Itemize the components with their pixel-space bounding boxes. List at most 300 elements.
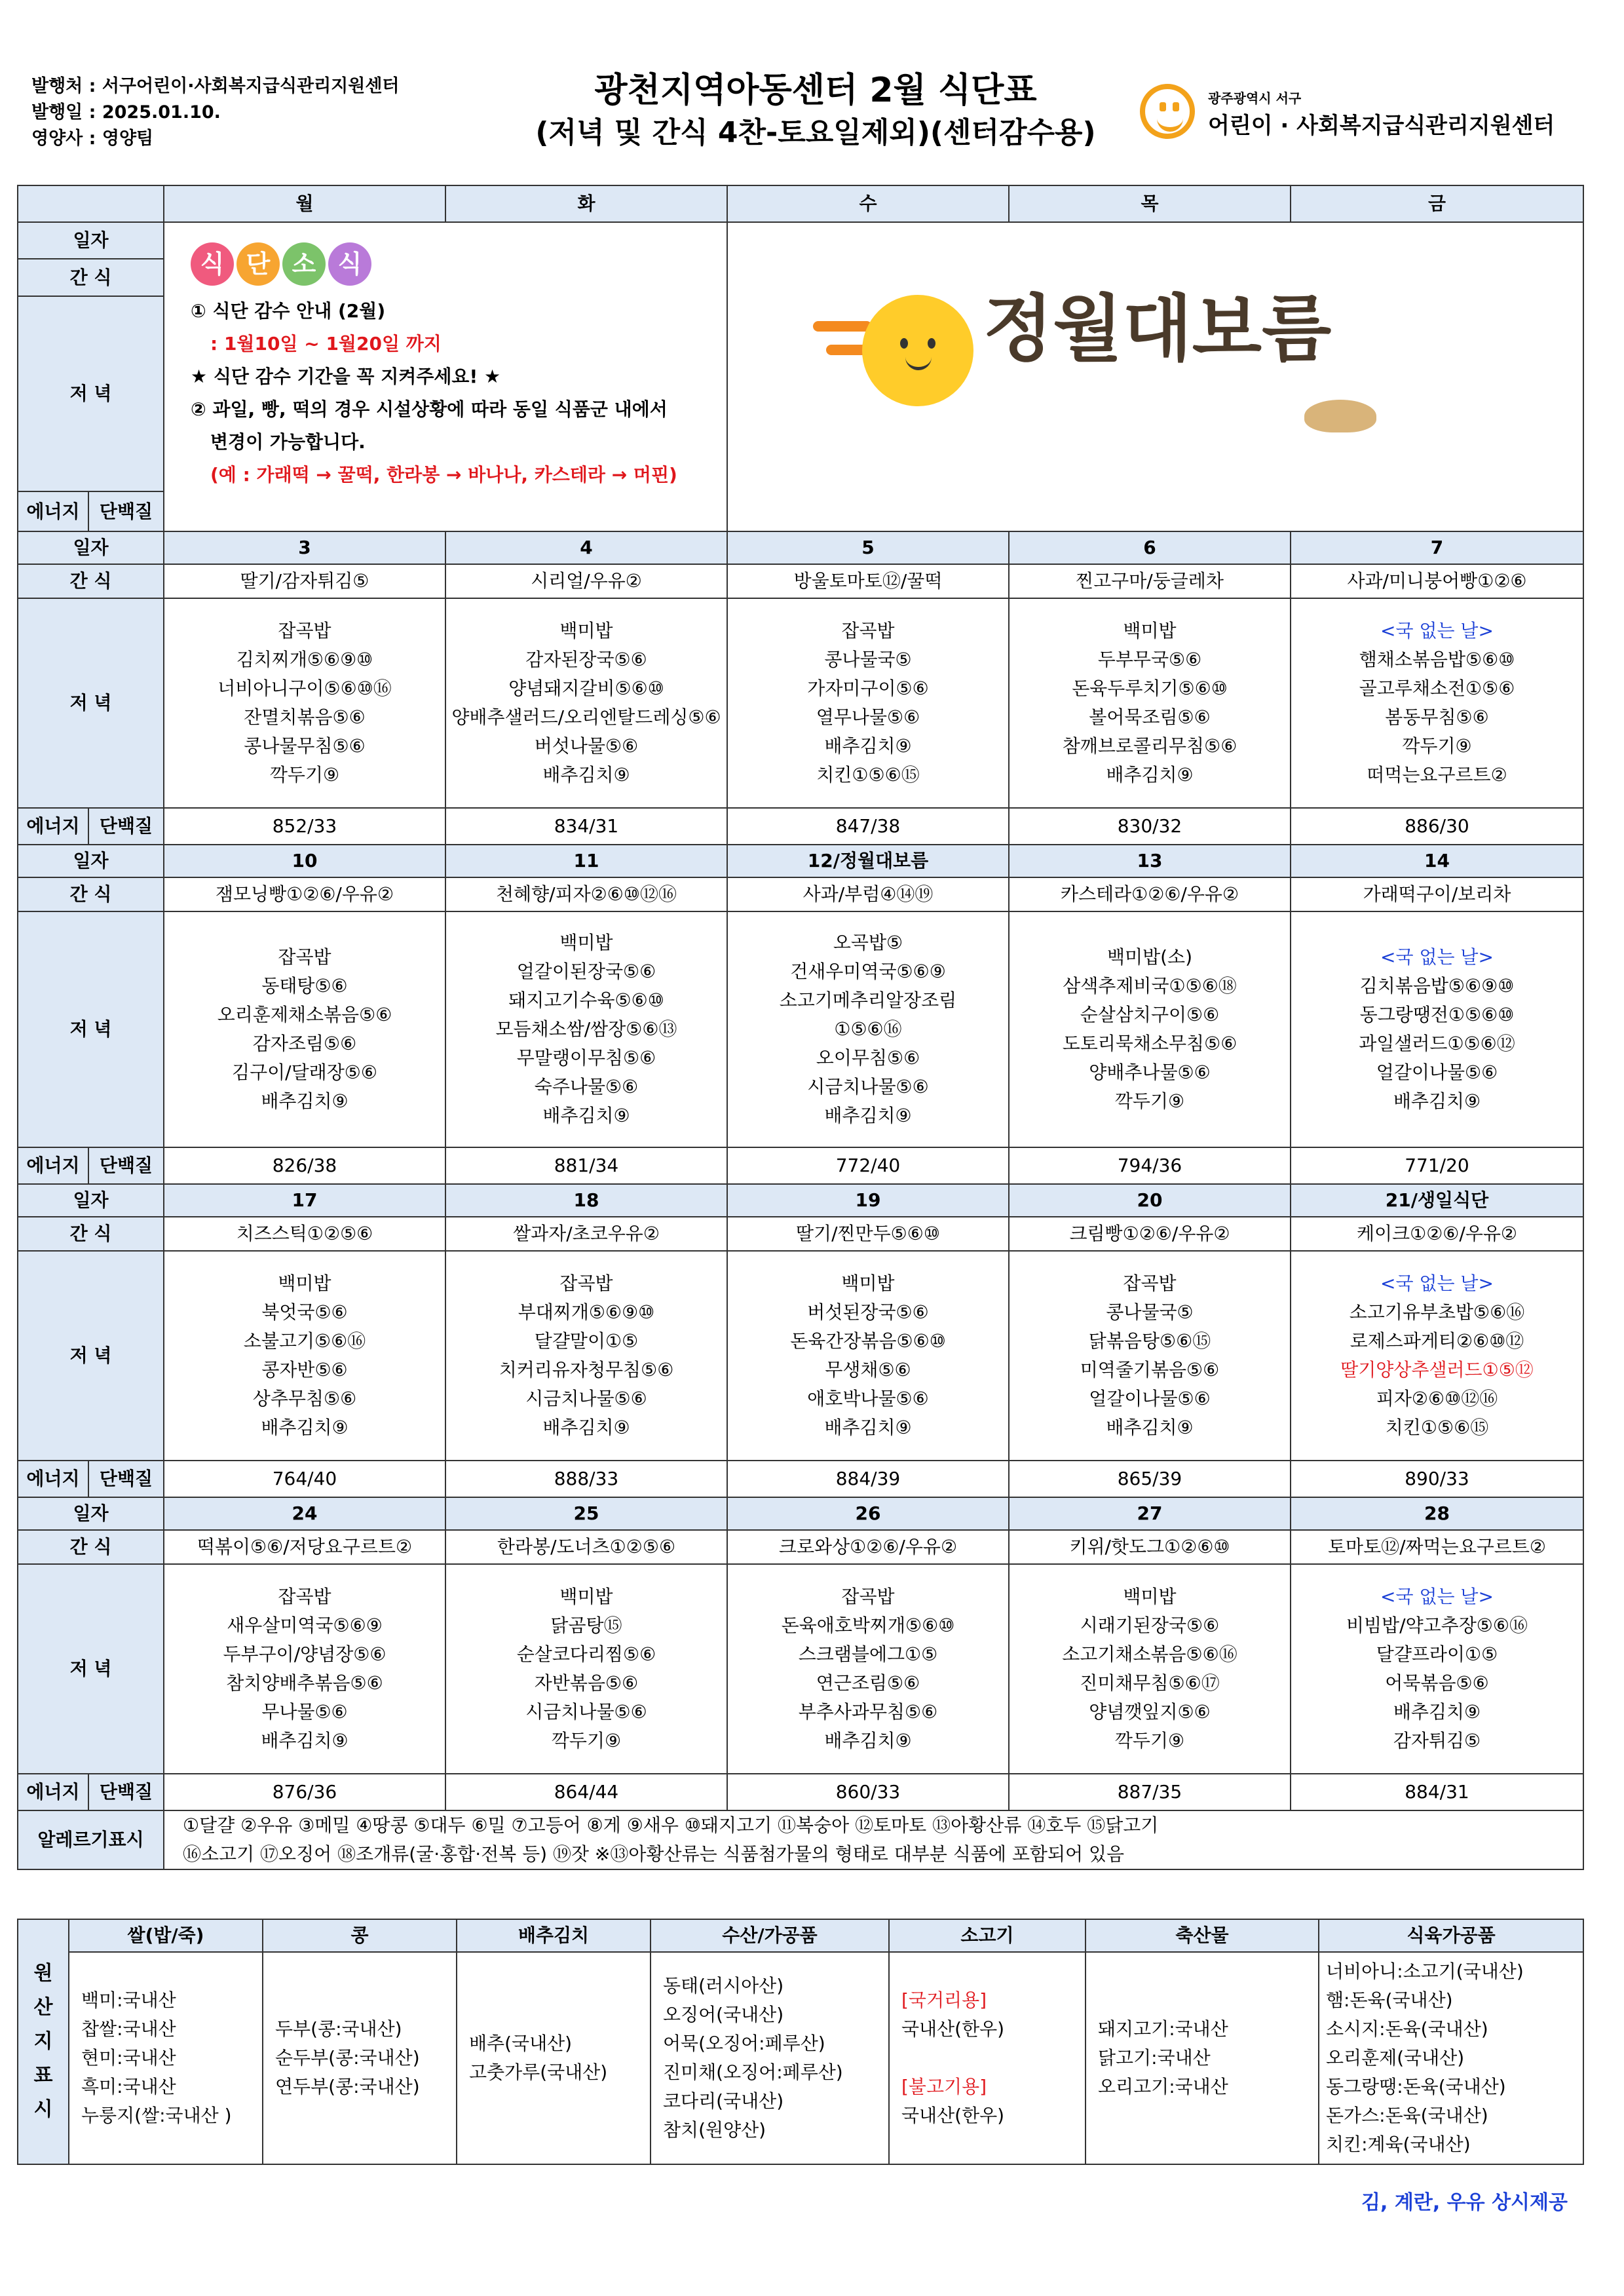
day-date: 28: [1291, 1497, 1583, 1530]
snack-cell: 치즈스틱①②⑤⑥: [164, 1217, 445, 1251]
dinner-item: 백미밥(소): [1106, 946, 1193, 968]
dinner-item: 오곡밥⑤: [833, 932, 903, 953]
origin-kimchi: [457, 1952, 651, 2164]
dinner-item: 소고기메추리알장조림: [779, 989, 957, 1011]
notice-line-3: ★ 식단 감수 기간을 꼭 지켜주세요! ★: [191, 366, 501, 387]
energy-protein-value: 881/34: [445, 1147, 727, 1184]
dinner-item: 로제스파게티②⑥⑩⑫: [1350, 1330, 1524, 1352]
snack-row: [18, 1217, 1583, 1251]
dinner-item: 돈육애호박찌개⑤⑥⑩: [781, 1615, 955, 1636]
notice-line-5: 변경이 가능합니다.: [210, 431, 366, 453]
notice-box: [164, 222, 727, 531]
dinner-item: 소고기채소볶음⑤⑥⑯: [1062, 1643, 1237, 1665]
origin-item: 백미:국내산: [81, 1989, 176, 2011]
dinner-cell: [727, 1251, 1009, 1461]
dinner-label: 저 녁: [18, 1564, 164, 1774]
dinner-item: 스크램블에그①⑤: [798, 1643, 938, 1665]
snack-cell: 키위/핫도그①②⑥⑩: [1009, 1530, 1291, 1564]
dinner-row: [18, 598, 1583, 808]
weekday-header-row: [18, 185, 1583, 222]
dinner-item: 백미밥: [1123, 1586, 1177, 1607]
dinner-item: 양배추샐러드/오리엔탈드레싱⑤⑥: [451, 706, 721, 728]
allergy-line-1: ①달걀 ②우유 ③메밀 ④땅콩 ⑤대두 ⑥밀 ⑦고등어 ⑧게 ⑨새우 ⑩돼지고기 ⑪복숭아 ⑫토마토 ⑬아황산류 ⑭호두 ⑮닭고기: [183, 1814, 1159, 1836]
dinner-item: 떠먹는요구르트②: [1367, 764, 1507, 786]
snack-cell: 천혜향/피자②⑥⑩⑫⑯: [445, 877, 727, 911]
dinner-item: 배추김치⑨: [824, 735, 912, 757]
dinner-item: 치커리유자청무침⑤⑥: [499, 1359, 674, 1381]
energy-label: 에너지: [18, 1147, 88, 1184]
energy-protein-value: 888/33: [445, 1461, 727, 1497]
snack-cell: 토마토⑫/짜먹는요구르트②: [1291, 1530, 1583, 1564]
dinner-item: 얼갈이된장국⑤⑥: [516, 961, 656, 982]
dinner-item: 동그랑땡전①⑤⑥⑩: [1359, 1004, 1515, 1025]
dinner-item: 열무나물⑤⑥: [816, 706, 920, 728]
origin-item: 국내산(한우): [901, 2105, 1005, 2126]
center-logo: [1140, 84, 1559, 149]
snack-label: 간 식: [18, 1530, 164, 1564]
day-date: 18: [445, 1184, 727, 1217]
day-date: 10: [164, 845, 445, 877]
title-line-2: (저녁 및 간식 4찬-토요일제외)(센터감수용): [535, 116, 1096, 149]
origin-header-row: [18, 1919, 1583, 1952]
energy-protein-value: 794/36: [1009, 1147, 1291, 1184]
snack-label: 간 식: [18, 877, 164, 911]
dinner-cell: [445, 1564, 727, 1774]
origin-item: 동그랑땡:돈육(국내산): [1326, 2076, 1506, 2097]
dinner-item: 무나물⑤⑥: [261, 1701, 348, 1723]
dinner-item: 햄채소볶음밥⑤⑥⑩: [1359, 649, 1515, 670]
notice-badge: 식: [191, 242, 234, 286]
notice-badge: 소: [282, 242, 326, 286]
origin-item: [901, 2044, 1085, 2073]
day-date: 3: [164, 531, 445, 564]
dinner-item: 두부무국⑤⑥: [1097, 649, 1202, 670]
dinner-item: 잡곡밥: [559, 1272, 613, 1294]
publisher-label: 발행처: [31, 76, 83, 96]
dinner-item: 시금치나물⑤⑥: [525, 1701, 647, 1723]
dinner-item: 배추김치⑨: [542, 764, 630, 786]
logo-title: 어린이 · 사회복지급식관리지원센터: [1208, 113, 1555, 139]
dinner-cell: [727, 598, 1009, 808]
dinner-item: 김치찌개⑤⑥⑨⑩: [236, 649, 373, 670]
origin-header-rice: 쌀(밥/죽): [69, 1919, 263, 1952]
dinner-item: 북엇국⑤⑥: [261, 1301, 348, 1323]
day-date: 27: [1009, 1497, 1291, 1530]
dinner-item: 깍두기⑨: [1402, 735, 1472, 757]
energy-protein-value: 764/40: [164, 1461, 445, 1497]
energy-protein-value: 864/44: [445, 1774, 727, 1810]
origin-item: 국내산(한우): [901, 2018, 1005, 2040]
energy-label: 에너지: [18, 491, 88, 531]
notice-line-1: ① 식단 감수 안내 (2월): [191, 300, 386, 322]
origin-item: 두부(콩:국내산): [275, 2018, 402, 2040]
snack-cell: 사과/미니붕어빵①②⑥: [1291, 564, 1583, 598]
dinner-item: 순살삼치구이⑤⑥: [1080, 1004, 1220, 1025]
smile-logo-icon: [1140, 84, 1195, 139]
dinner-item: 과일샐러드①⑤⑥⑫: [1359, 1033, 1515, 1054]
banner-text: 정월대보름: [983, 287, 1332, 371]
dinner-label: 저 녁: [18, 598, 164, 808]
date-label: 발행일: [31, 102, 83, 123]
dinner-item: 모듬채소쌈/쌈장⑤⑥⑬: [495, 1018, 677, 1040]
weekday-wed: 수: [727, 185, 1009, 222]
publication-info: 발행처 : 서구어린이·사회복지급식관리지원센터 발행일 : 2025.01.10. 영양사 : 영양팀: [31, 76, 400, 149]
date-label: 일자: [18, 1497, 164, 1530]
dinner-item: 배추김치⑨: [261, 1417, 349, 1438]
snack-cell: 딸기/감자튀김⑤: [164, 564, 445, 598]
dinner-item: 잡곡밥: [841, 620, 895, 641]
snack-cell: 가래떡구이/보리차: [1291, 877, 1583, 911]
energy-protein-value: 876/36: [164, 1774, 445, 1810]
day-date: 11: [445, 845, 727, 877]
dinner-item: 배추김치⑨: [1393, 1701, 1481, 1723]
dinner-cell: [1009, 911, 1291, 1147]
dinner-item: 새우살미역국⑤⑥⑨: [227, 1615, 383, 1636]
snack-cell: 잼모닝빵①②⑥/우유②: [164, 877, 445, 911]
dinner-item: 진미채무침⑤⑥⑰: [1080, 1672, 1220, 1694]
origin-body-row: [18, 1952, 1583, 2164]
snack-cell: 방울토마토⑫/꿀떡: [727, 564, 1009, 598]
dinner-item: 어묵볶음⑤⑥: [1385, 1672, 1489, 1694]
day-date: 13: [1009, 845, 1291, 877]
dinner-item: 부추사과무침⑤⑥: [798, 1701, 938, 1723]
dinner-item: 참치양배추볶음⑤⑥: [226, 1672, 383, 1694]
notice-line-4: ② 과일, 빵, 떡의 경우 시설상황에 따라 동일 식품군 내에서: [191, 398, 668, 420]
dinner-item: 시금치나물⑤⑥: [807, 1076, 929, 1098]
allergy-label: 알레르기표시: [18, 1810, 164, 1869]
day-date: 19: [727, 1184, 1009, 1217]
day-date: 4: [445, 531, 727, 564]
snack-cell: 크림빵①②⑥/우유②: [1009, 1217, 1291, 1251]
dinner-item: 숙주나물⑤⑥: [534, 1076, 639, 1098]
no-soup-day-label: <국 없는 날>: [1380, 1586, 1494, 1607]
origin-item: 동태(러시아산): [663, 1975, 784, 1997]
day-date: 14: [1291, 845, 1583, 877]
origin-item: 누룽지(쌀:국내산 ): [81, 2105, 232, 2126]
date-row: [18, 1497, 1583, 1530]
dinner-item: 소불고기⑤⑥⑯: [243, 1330, 366, 1352]
dinner-item: 배추김치⑨: [1106, 764, 1194, 786]
dinner-item: 소고기유부초밥⑤⑥⑯: [1349, 1301, 1525, 1323]
origin-item: 고춧가루(국내산): [469, 2061, 608, 2083]
dinner-item: 백미밥: [559, 620, 613, 641]
origin-header-beef: 소고기: [889, 1919, 1086, 1952]
dinner-item: ①⑤⑥⑯: [834, 1018, 902, 1040]
dinner-item: 연근조림⑤⑥: [816, 1672, 920, 1694]
dinner-item: 미역줄기볶음⑤⑥: [1080, 1359, 1220, 1381]
dinner-item: 돼지고기수육⑤⑥⑩: [508, 989, 664, 1011]
dinner-cell: [164, 598, 445, 808]
origin-rice: [69, 1952, 263, 2164]
dinner-item: 배추김치⑨: [824, 1730, 912, 1751]
dinner-item: 치킨①⑤⑥⑮: [1385, 1417, 1489, 1438]
dinner-item: 무생채⑤⑥: [825, 1359, 911, 1381]
energy-protein-value: 890/33: [1291, 1461, 1583, 1497]
origin-item: [국거리용]: [901, 1989, 987, 2011]
moon-face-icon: [862, 295, 973, 406]
energy-protein-value: 772/40: [727, 1147, 1009, 1184]
dinner-item: 잡곡밥: [278, 1586, 331, 1607]
dinner-row: [18, 1251, 1583, 1461]
snack-label: 간 식: [18, 259, 164, 296]
logo-subtitle: 광주광역시 서구: [1208, 90, 1302, 106]
origin-item: 순두부(콩:국내산): [275, 2047, 420, 2069]
snack-row: [18, 877, 1583, 911]
energy-label: 에너지: [18, 1461, 88, 1497]
dinner-item: 배추김치⑨: [1106, 1417, 1194, 1438]
dinner-item: 감자튀김⑤: [1393, 1730, 1481, 1751]
origin-item: 돈가스:돈육(국내산): [1326, 2105, 1488, 2126]
dinner-item: 배추김치⑨: [824, 1417, 912, 1438]
day-date: 25: [445, 1497, 727, 1530]
dinner-item: 백미밥: [278, 1272, 331, 1294]
dinner-cell: [1009, 598, 1291, 808]
day-date: 17: [164, 1184, 445, 1217]
origin-header-processed: 식육가공품: [1319, 1919, 1583, 1952]
snack-cell: 케이크①②⑥/우유②: [1291, 1217, 1583, 1251]
snack-cell: 카스테라①②⑥/우유②: [1009, 877, 1291, 911]
energy-protein-value: 847/38: [727, 808, 1009, 845]
energy-row: [18, 1774, 1583, 1810]
dinner-cell: [1291, 1251, 1583, 1461]
dinner-item: 배추김치⑨: [542, 1105, 630, 1126]
origin-item: 치킨:계육(국내산): [1326, 2133, 1471, 2155]
nuts-icon: [1304, 400, 1376, 432]
snack-cell: 찐고구마/둥글레차: [1009, 564, 1291, 598]
protein-label: 단백질: [88, 1147, 164, 1184]
notice-badges: [191, 242, 727, 286]
dinner-cell: [727, 911, 1009, 1147]
origin-item: 찹쌀:국내산: [81, 2018, 176, 2040]
dinner-cell: [1291, 911, 1583, 1147]
origin-header-bean: 콩: [263, 1919, 457, 1952]
snack-cell: 쌀과자/초코우유②: [445, 1217, 727, 1251]
dinner-item: 깍두기⑨: [551, 1730, 622, 1751]
dinner-cell: [164, 1564, 445, 1774]
dinner-item: 건새우미역국⑤⑥⑨: [790, 961, 946, 982]
energy-label: 에너지: [18, 1774, 88, 1810]
dinner-item: 감자된장국⑤⑥: [525, 649, 647, 670]
origin-header-seafood: 수산/가공품: [651, 1919, 889, 1952]
origin-livestock: [1086, 1952, 1319, 2164]
dinner-item: 오리훈제채소볶음⑤⑥: [217, 1004, 392, 1025]
dinner-item: 배추김치⑨: [261, 1730, 349, 1751]
energy-protein-value: 860/33: [727, 1774, 1009, 1810]
dinner-cell: [1291, 1564, 1583, 1774]
energy-protein-value: 771/20: [1291, 1147, 1583, 1184]
energy-protein-value: 884/39: [727, 1461, 1009, 1497]
dinner-item: 닭볶음탕⑤⑥⑮: [1088, 1330, 1211, 1352]
dinner-item: 돈육간장볶음⑤⑥⑩: [790, 1330, 946, 1352]
dinner-item: 닭곰탕⑮: [550, 1615, 622, 1636]
date-row: [18, 1184, 1583, 1217]
dinner-item: 도토리묵채소무침⑤⑥: [1062, 1033, 1237, 1054]
origin-item: 참치(원양산): [663, 2119, 766, 2141]
dinner-item: 백미밥: [841, 1272, 895, 1294]
notice-line-6: (예 : 가래떡 → 꿀떡, 한라봉 → 바나나, 카스테라 → 머핀): [210, 464, 677, 486]
snack-cell: 크로와상①②⑥/우유②: [727, 1530, 1009, 1564]
full-moon-banner: [727, 222, 1583, 531]
dinner-cell: [164, 911, 445, 1147]
dinner-item: 배추김치⑨: [824, 1105, 912, 1126]
day-date: 6: [1009, 531, 1291, 564]
weekday-thu: 목: [1009, 185, 1291, 222]
dinner-item: 피자②⑥⑩⑫⑯: [1376, 1388, 1498, 1409]
dinner-item: 삼색추제비국①⑤⑥⑱: [1063, 975, 1237, 997]
origin-beef: [889, 1952, 1086, 2164]
origin-side-char: 표: [33, 2064, 53, 2087]
dinner-item: 무말랭이무침⑤⑥: [516, 1047, 656, 1069]
dinner-item: 달걀말이①⑤: [534, 1330, 639, 1352]
origin-item: [불고기용]: [901, 2076, 987, 2097]
no-soup-day-label: <국 없는 날>: [1380, 1272, 1494, 1294]
dinner-item: 배추김치⑨: [1393, 1090, 1481, 1112]
dinner-item: 양념깻잎지⑤⑥: [1089, 1701, 1211, 1723]
dinner-item: 깍두기⑨: [269, 764, 340, 786]
dinner-item: 잡곡밥: [278, 946, 331, 968]
menu-table: [17, 185, 1584, 1870]
allergy-line-2: ⑯소고기 ⑰오징어 ⑱조개류(굴·홍합·전복 등) ⑲잣 ※⑬아황산류는 식품첨가물의 형태로 대부분 식품에 포함되어 있음: [183, 1843, 1125, 1865]
no-soup-day-label: <국 없는 날>: [1380, 946, 1494, 968]
dinner-item: 양배추나물⑤⑥: [1089, 1062, 1211, 1083]
footer-note: 김, 계란, 우유 상시제공: [1361, 2191, 1568, 2214]
snack-label: 간 식: [18, 564, 164, 598]
no-soup-day-label: <국 없는 날>: [1380, 620, 1494, 641]
protein-label: 단백질: [88, 1774, 164, 1810]
day-date: 26: [727, 1497, 1009, 1530]
publish-date: 2025.01.10.: [102, 102, 221, 123]
dinner-label: 저 녁: [18, 911, 164, 1147]
dinner-item: 시금치나물⑤⑥: [525, 1388, 647, 1409]
energy-protein-value: 852/33: [164, 808, 445, 845]
dinner-item: 버섯된장국⑤⑥: [807, 1301, 929, 1323]
dinner-item: 김구이/달래장⑤⑥: [232, 1062, 377, 1083]
dinner-item: 얼갈이나물⑤⑥: [1376, 1062, 1498, 1083]
dinner-item: 오이무침⑤⑥: [816, 1047, 920, 1069]
dinner-item: 동태탕⑤⑥: [261, 975, 348, 997]
dinner-label: 저 녁: [18, 1251, 164, 1461]
origin-item: 돼지고기:국내산: [1098, 2018, 1228, 2040]
energy-row: [18, 808, 1583, 845]
energy-protein-value: 834/31: [445, 808, 727, 845]
energy-protein-value: 886/30: [1291, 808, 1583, 845]
date-row: [18, 845, 1583, 877]
dinner-cell: [1009, 1564, 1291, 1774]
nutritionist: 영양팀: [102, 128, 154, 149]
day-date: 21/생일식단: [1291, 1184, 1583, 1217]
page-title: [472, 68, 1160, 153]
origin-item: 현미:국내산: [81, 2047, 176, 2069]
dinner-cell: [445, 911, 727, 1147]
date-label: 일자: [18, 531, 164, 564]
snack-label: 간 식: [18, 1217, 164, 1251]
energy-protein-value: 884/31: [1291, 1774, 1583, 1810]
dinner-item: 가자미구이⑤⑥: [807, 678, 929, 699]
dinner-item: 상추무침⑤⑥: [252, 1388, 357, 1409]
dinner-item: 배추김치⑨: [542, 1417, 630, 1438]
dinner-item: 배추김치⑨: [261, 1090, 349, 1112]
dinner-item: 콩자반⑤⑥: [261, 1359, 348, 1381]
dinner-label: 저 녁: [18, 296, 164, 492]
dinner-item: 순살코다리찜⑤⑥: [516, 1643, 656, 1665]
dinner-item: 딸기양상추샐러드①⑤⑫: [1340, 1359, 1534, 1381]
day-date: 20: [1009, 1184, 1291, 1217]
energy-row: [18, 1461, 1583, 1497]
dinner-item: 시래기된장국⑤⑥: [1080, 1615, 1220, 1636]
dinner-item: 콩나물국⑤: [824, 649, 912, 670]
dinner-cell: [727, 1564, 1009, 1774]
dinner-cell: [445, 598, 727, 808]
dinner-item: 달걀프라이①⑤: [1376, 1643, 1498, 1665]
dinner-item: 잔멸치볶음⑤⑥: [244, 706, 366, 728]
origin-item: 진미채(오징어:페루산): [663, 2061, 843, 2083]
dinner-item: 잡곡밥: [1123, 1272, 1177, 1294]
origin-processed: [1319, 1952, 1583, 2164]
origin-item: 오리훈제(국내산): [1326, 2047, 1465, 2069]
dinner-cell: [1009, 1251, 1291, 1461]
dinner-item: 골고루채소전①⑤⑥: [1359, 678, 1515, 699]
dinner-item: 애호박나물⑤⑥: [807, 1388, 929, 1409]
dinner-item: 백미밥: [559, 932, 613, 953]
origin-item: 오리고기:국내산: [1098, 2076, 1228, 2097]
dinner-cell: [164, 1251, 445, 1461]
dinner-item: 백미밥: [1123, 620, 1177, 641]
origin-header-kimchi: 배추김치: [457, 1919, 651, 1952]
energy-row: [18, 1147, 1583, 1184]
origin-side-char: 원: [33, 1962, 53, 1985]
origin-item: 햄:돈육(국내산): [1326, 1989, 1453, 2011]
weekday-tue: 화: [445, 185, 727, 222]
snack-cell: 시리얼/우유②: [445, 564, 727, 598]
day-date: 7: [1291, 531, 1583, 564]
dinner-item: 너비아니구이⑤⑥⑩⑯: [217, 678, 392, 699]
origin-side-char: 지: [33, 2030, 53, 2053]
dinner-item: 볼어묵조림⑤⑥: [1089, 706, 1211, 728]
snack-cell: 떡볶이⑤⑥/저당요구르트②: [164, 1530, 445, 1564]
snack-row: [18, 564, 1583, 598]
allergy-row: [18, 1810, 1583, 1869]
origin-header-livestock: 축산물: [1086, 1919, 1319, 1952]
dinner-row: [18, 1564, 1583, 1774]
energy-protein-value: 826/38: [164, 1147, 445, 1184]
date-label: 일자: [18, 1184, 164, 1217]
dinner-item: 봄동무침⑤⑥: [1385, 706, 1489, 728]
origin-item: 연두부(콩:국내산): [275, 2076, 420, 2097]
protein-label: 단백질: [88, 1461, 164, 1497]
origin-side-char: 산: [33, 1996, 53, 2019]
origin-table: [17, 1919, 1584, 2165]
origin-side-char: 시: [33, 2098, 53, 2121]
origin-seafood: [651, 1952, 889, 2164]
origin-item: 코다리(국내산): [663, 2090, 784, 2112]
origin-item: 흑미:국내산: [81, 2076, 176, 2097]
dinner-item: 깍두기⑨: [1114, 1730, 1185, 1751]
publisher: 서구어린이·사회복지급식관리지원센터: [102, 76, 400, 96]
energy-protein-value: 887/35: [1009, 1774, 1291, 1810]
origin-item: 어묵(오징어:페루산): [663, 2033, 825, 2054]
notice-badge: 단: [236, 242, 280, 286]
dinner-item: 얼갈이나물⑤⑥: [1089, 1388, 1211, 1409]
corner-cell: [18, 185, 164, 222]
dinner-item: 양념돼지갈비⑤⑥⑩: [508, 678, 664, 699]
dinner-cell: [1291, 598, 1583, 808]
origin-bean: [263, 1952, 457, 2164]
origin-item: 오징어(국내산): [663, 2004, 784, 2025]
energy-protein-value: 830/32: [1009, 808, 1291, 845]
dinner-item: 콩나물무침⑤⑥: [244, 735, 366, 757]
snack-row: [18, 1530, 1583, 1564]
origin-item: 소시지:돈육(국내산): [1326, 2018, 1488, 2040]
